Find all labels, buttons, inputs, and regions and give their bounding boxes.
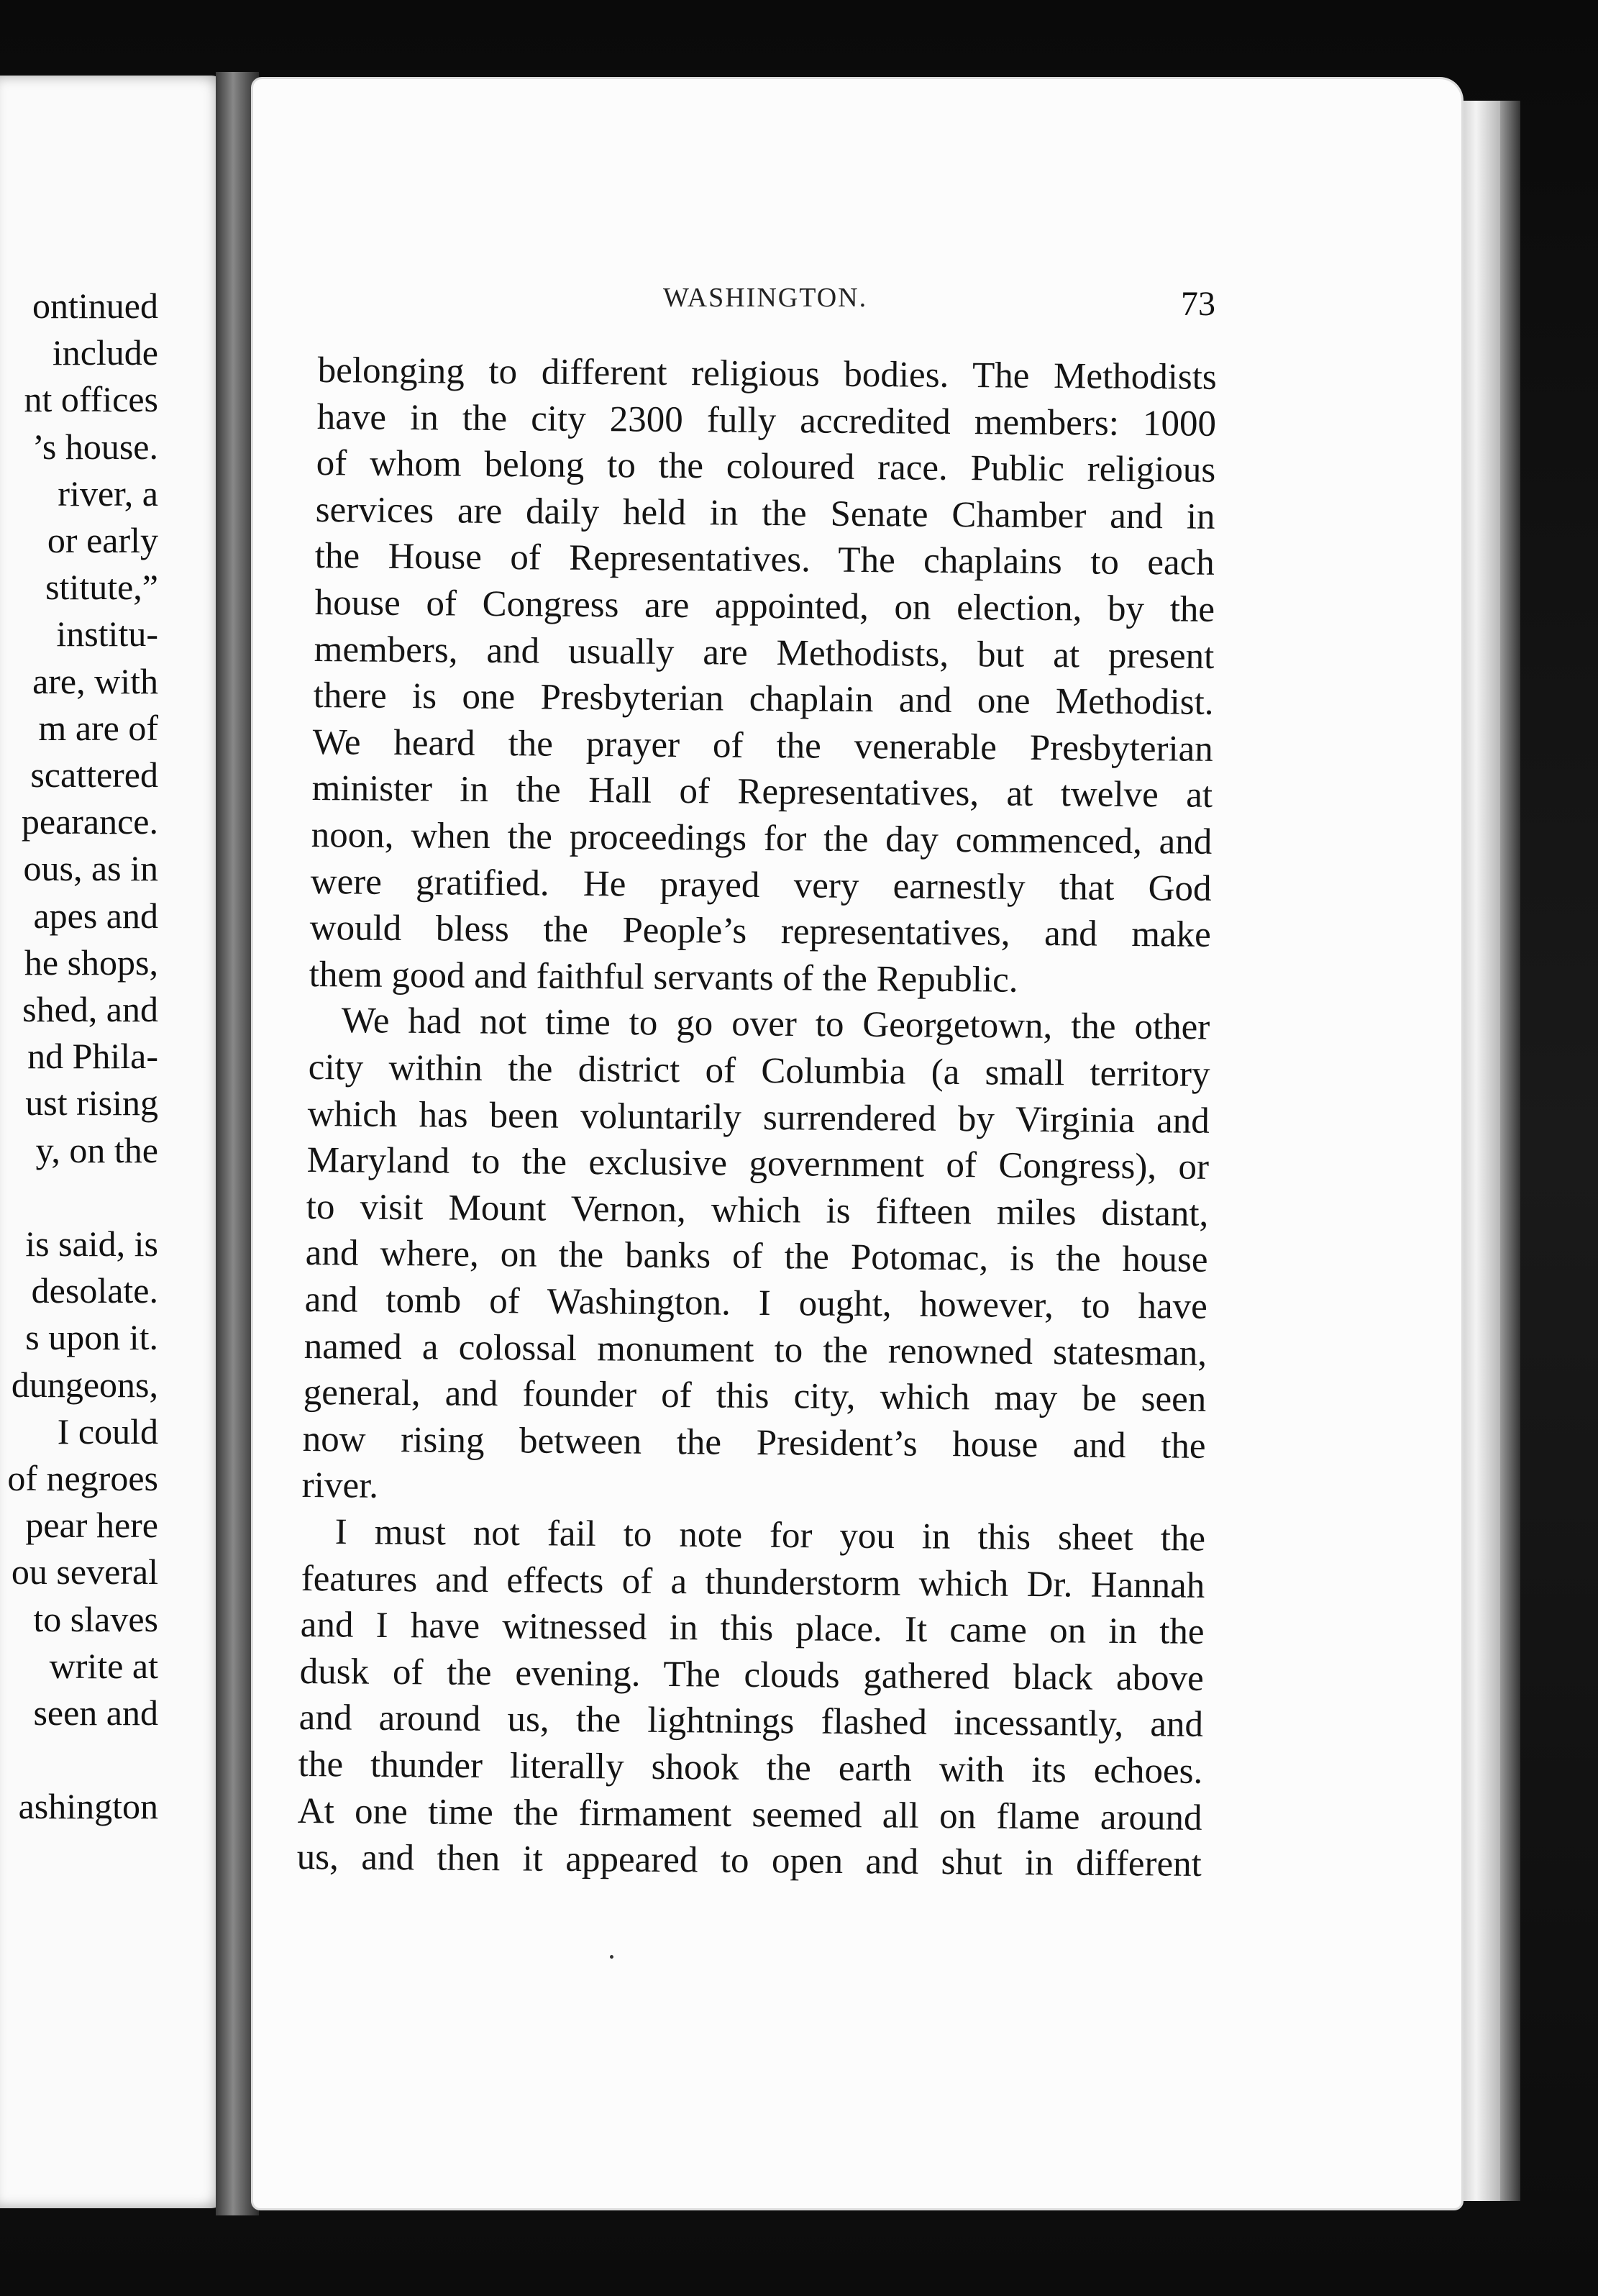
previous-page-line: nt offices xyxy=(24,379,158,420)
previous-page-line: or early xyxy=(47,520,158,560)
previous-page-line: write at xyxy=(49,1645,158,1686)
previous-page-line: are, with xyxy=(32,660,158,701)
previous-page-line: ontinued xyxy=(32,286,158,326)
body-text-line: named a colossal monument to the renowned statesman, xyxy=(303,1326,1207,1374)
page-edge xyxy=(1500,101,1520,2201)
body-text-line: have in the city 2300 fully accredited members: 1000 xyxy=(316,396,1217,445)
body-text-line: I must not fail to note for you in this sheet the xyxy=(334,1512,1205,1559)
previous-page-line: ous, as in xyxy=(23,848,158,889)
previous-page-line: shed, and xyxy=(22,989,158,1029)
body-text-line: to visit Mount Vernon, which is fifteen miles distant, xyxy=(306,1186,1209,1234)
body-text-line: general, and founder of this city, which may be seen xyxy=(303,1372,1207,1421)
previous-page xyxy=(0,76,224,2208)
body-text-line: now rising between the President’s house and the xyxy=(302,1418,1207,1467)
body-text-line: Maryland to the exclusive government of Congress), or xyxy=(306,1140,1209,1188)
body-text-line: dusk of the evening. The clouds gathered black above xyxy=(299,1651,1204,1699)
previous-page-line: I could xyxy=(57,1411,158,1452)
body-text-line: and where, on the banks of the Potomac, is the house xyxy=(305,1233,1208,1281)
page-number: 73 xyxy=(1181,285,1215,323)
previous-page-line: scattered xyxy=(30,755,158,795)
previous-page-line: pear here xyxy=(25,1505,158,1546)
body-text-line: and around us, the lightnings flashed incessantly, and xyxy=(298,1698,1204,1746)
body-text-line: would bless the People’s representatives, and make xyxy=(309,908,1212,956)
body-text-line: city within the district of Columbia (a small territory xyxy=(308,1047,1210,1095)
body-text-line: us, and then it appeared to open and shut in different xyxy=(296,1837,1202,1885)
previous-page-line: s upon it. xyxy=(25,1317,158,1358)
book-gutter xyxy=(216,72,259,2215)
body-text-line: were gratified. He prayed very earnestly that God xyxy=(310,861,1212,909)
previous-page-line: institu- xyxy=(56,614,158,655)
body-text-line: At one time the firmament seemed all on flame around xyxy=(297,1790,1202,1839)
body-text-line: house of Congress are appointed, on election, by the xyxy=(314,583,1215,630)
previous-page-line: to slaves xyxy=(33,1598,158,1639)
body-text-line: and I have witnessed in this place. It came on in the xyxy=(300,1605,1205,1653)
body-text-line: and tomb of Washington. I ought, however, to have xyxy=(304,1280,1207,1327)
previous-page-line: include xyxy=(52,332,158,373)
previous-page-line: dungeons, xyxy=(11,1364,158,1405)
body-text-line: We had not time to go over to Georgetown, the other xyxy=(341,1001,1210,1048)
previous-page-line: ashington xyxy=(18,1786,158,1827)
paper-speck xyxy=(610,1955,613,1959)
body-text-line: services are daily held in the Senate Chamber and in xyxy=(315,489,1216,537)
previous-page-line: he shops, xyxy=(24,942,158,983)
previous-page-line: apes and xyxy=(33,895,158,936)
body-text-line: noon, when the proceedings for the day commenced, and xyxy=(311,815,1213,862)
body-text-line: We heard the prayer of the venerable Presbyterian xyxy=(312,721,1213,770)
page-edge xyxy=(1476,101,1500,2201)
previous-page-line: of negroes xyxy=(7,1458,158,1498)
previous-page-line: river, a xyxy=(58,473,158,514)
page-edge xyxy=(1460,101,1476,2201)
body-text-line: belonging to different religious bodies. The Methodists xyxy=(317,350,1217,398)
previous-page-line: nd Phila- xyxy=(27,1036,158,1077)
body-text-line: minister in the Hall of Representatives, at twelve at xyxy=(311,768,1213,816)
previous-page-line: seen and xyxy=(33,1693,158,1733)
body-text-line: features and effects of a thunderstorm which Dr. Hannah xyxy=(301,1558,1205,1606)
body-text-line: which has been voluntarily surrendered by Virginia and xyxy=(307,1093,1210,1142)
running-head: WASHINGTON. xyxy=(663,283,868,313)
previous-page-line: y, on the xyxy=(35,1129,158,1170)
body-text-line: members, and usually are Methodists, but at present xyxy=(314,629,1215,677)
previous-page-line: pearance. xyxy=(21,801,158,842)
body-text-line: river. xyxy=(301,1465,379,1507)
previous-page-line: stitute,” xyxy=(45,567,158,608)
previous-page-line: ’s house. xyxy=(32,426,158,467)
body-text-line: the thunder literally shook the earth with its echoes. xyxy=(298,1744,1203,1792)
body-text-line: them good and faithful servants of the Republic. xyxy=(309,954,1019,1001)
previous-page-line: ust rising xyxy=(25,1083,158,1124)
previous-page-line: m are of xyxy=(38,707,158,748)
body-text-line: the House of Representatives. The chaplains to each xyxy=(314,536,1215,584)
previous-page-line: is said, is xyxy=(25,1224,158,1264)
body-text-line: of whom belong to the coloured race. Public religious xyxy=(316,443,1216,491)
body-text-line: there is one Presbyterian chaplain and one Methodist. xyxy=(313,675,1214,724)
previous-page-line: ou several xyxy=(11,1552,158,1593)
previous-page-line: desolate. xyxy=(31,1270,158,1311)
